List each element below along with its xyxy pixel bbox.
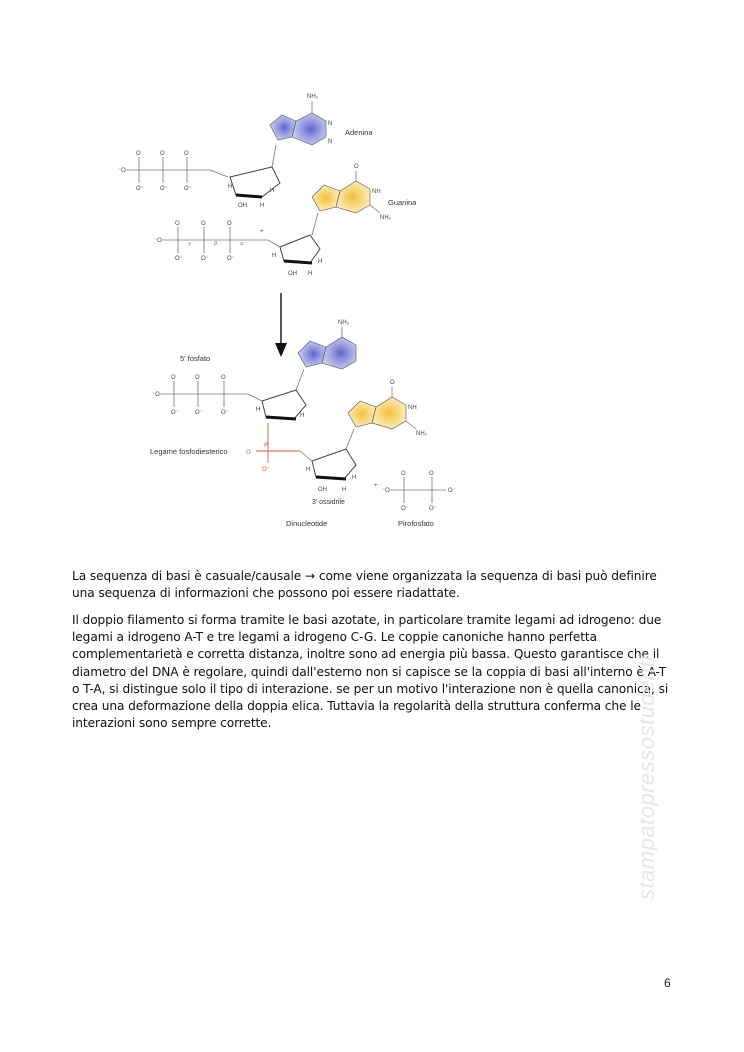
svg-text:γ: γ [188, 241, 191, 247]
svg-text:O: O [160, 151, 165, 157]
svg-text:O⁻: O⁻ [401, 506, 409, 512]
svg-text:O⁻: O⁻ [221, 410, 229, 416]
svg-text:H: H [256, 407, 261, 413]
label-3-ossidrile: 3' ossidrile [312, 499, 345, 506]
svg-text:NH₂: NH₂ [380, 215, 391, 221]
svg-text:O: O [354, 164, 359, 170]
reaction-arrow [275, 293, 287, 357]
svg-text:H: H [270, 188, 275, 194]
svg-text:O⁻: O⁻ [175, 256, 183, 262]
watermark-text: stampatopressostudenti [634, 655, 659, 900]
svg-text:O: O [227, 221, 232, 227]
svg-text:P: P [264, 442, 268, 449]
svg-text:OH: OH [238, 203, 247, 209]
svg-text:O⁻: O⁻ [448, 488, 456, 494]
svg-text:O⁻: O⁻ [262, 466, 270, 473]
svg-text:+: + [260, 229, 264, 235]
svg-text:O⁻: O⁻ [136, 186, 144, 192]
svg-text:O: O [136, 151, 141, 157]
svg-text:α: α [240, 241, 244, 247]
svg-text:⁻O: ⁻O [154, 238, 162, 244]
svg-text:O⁻: O⁻ [201, 256, 209, 262]
svg-text:H: H [272, 253, 277, 259]
label-pirofosfato: Pirofosfato [398, 519, 434, 528]
svg-text:O: O [221, 375, 226, 381]
svg-text:NH₂: NH₂ [307, 94, 318, 100]
svg-text:β: β [214, 241, 218, 247]
svg-text:O⁻: O⁻ [171, 410, 179, 416]
svg-text:O: O [401, 471, 406, 477]
svg-text:+: + [374, 483, 378, 489]
chemical-reaction-diagram [100, 85, 500, 540]
svg-text:O: O [201, 221, 206, 227]
svg-text:NH: NH [408, 405, 417, 411]
svg-text:H: H [260, 203, 265, 209]
svg-text:N: N [328, 139, 333, 145]
svg-text:H: H [308, 271, 313, 277]
label-5-fosfato: 5' fosfato [180, 354, 211, 363]
label-adenina: Adenina [345, 128, 373, 137]
page-number: 6 [664, 976, 671, 990]
label-dinucleotide: Dinucleotide [286, 519, 328, 528]
svg-text:O⁻: O⁻ [227, 256, 235, 262]
svg-text:N: N [328, 121, 333, 127]
svg-text:NH: NH [372, 189, 381, 195]
svg-text:O: O [195, 375, 200, 381]
svg-text:H: H [342, 487, 347, 493]
svg-text:O⁻: O⁻ [195, 410, 203, 416]
svg-text:OH: OH [318, 487, 327, 493]
svg-text:O: O [246, 449, 251, 456]
svg-text:H: H [228, 184, 233, 190]
dinucleotide-product [150, 320, 456, 528]
svg-text:NH₂: NH₂ [338, 320, 349, 326]
paragraph-doppio-filamento: Il doppio filamento si forma tramite le basi azotate, in particolare tramite legami ad idrogeno: due legami a idrogeno A-T e tre legami a idrogeno C-G. Le coppie canoniche hanno perfetta complementarietà e corretta distanza, inoltre sono ad energia più bassa. Questo garantisce che il diametro del DNA è regolare, quindi dall'esterno non si capisce se la coppia di basi all'interno è A-T o T-A, si distingue solo il tipo di interazione. se per un motivo l'interazione non è quella canonica, si crea una deformazione della doppia elica. Tuttavia la regolarità della struttura conferma che le interazioni sono sempre corrette. [72, 613, 669, 731]
paragraph-sequenza-basi: La sequenza di basi è casuale/causale → come viene organizzata la sequenza di basi può definire una sequenza di informazioni che possono poi essere riadattate. [72, 569, 657, 601]
svg-text:H: H [352, 475, 357, 481]
svg-text:H: H [318, 259, 323, 265]
svg-text:NH₂: NH₂ [416, 431, 427, 437]
svg-text:OH: OH [288, 271, 297, 277]
svg-text:O⁻: O⁻ [429, 506, 437, 512]
svg-text:H: H [300, 413, 305, 419]
svg-text:⁻O: ⁻O [152, 392, 160, 398]
label-legame-fosfodiesterico: Legame fosfodiesterico [150, 447, 228, 456]
dinucleotide-formation-figure [100, 85, 500, 540]
svg-text:⁻O: ⁻O [118, 168, 126, 174]
svg-text:O: O [390, 380, 395, 386]
svg-text:O: O [429, 471, 434, 477]
label-guanina: Guanina [388, 198, 417, 207]
svg-text:O: O [175, 221, 180, 227]
svg-text:O⁻: O⁻ [160, 186, 168, 192]
svg-text:O⁻: O⁻ [184, 186, 192, 192]
svg-text:O: O [171, 375, 176, 381]
guanine-nucleotide-top [154, 164, 417, 277]
svg-text:H: H [306, 467, 311, 473]
svg-text:⁻O: ⁻O [382, 488, 390, 494]
svg-text:O: O [184, 151, 189, 157]
